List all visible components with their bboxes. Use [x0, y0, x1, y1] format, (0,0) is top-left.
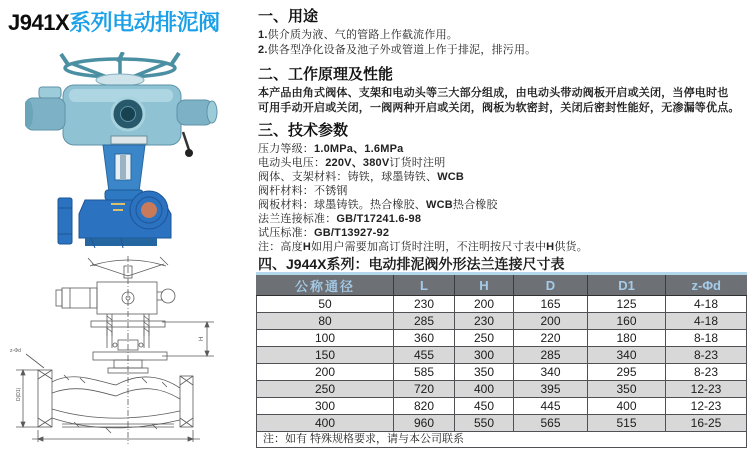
dimension-table	[256, 272, 747, 448]
table-cell: 550	[455, 415, 514, 432]
text-line: 本产品由角式阀体、支架和电动头等三大部分组成，由电动头带动阀板开启或关闭，当停电时也	[258, 87, 729, 99]
column-header: D1	[588, 274, 666, 296]
table-cell: 565	[514, 415, 588, 432]
table-row	[257, 347, 747, 364]
table-cell: 300	[455, 347, 514, 364]
page-title	[8, 6, 220, 37]
table-cell: 250	[257, 381, 394, 398]
column-header: 公称通径	[257, 274, 394, 296]
table-cell: 230	[394, 296, 455, 313]
table-cell: 8-23	[666, 364, 747, 381]
table-cell: 360	[394, 330, 455, 347]
valve-product-photo	[25, 52, 230, 254]
table-cell: 8-18	[666, 330, 747, 347]
section-principle-body	[258, 86, 740, 116]
text-line: 阀板材料：球墨铸铁。热合橡胶、WCB热合橡胶	[258, 199, 498, 211]
table-cell: 400	[257, 415, 394, 432]
dimension-table-heading: 四、J944X系列：电动排泥阀外形法兰连接尺寸表	[258, 256, 565, 272]
table-cell: 445	[514, 398, 588, 415]
dimension-table-header-row	[257, 274, 747, 296]
table-cell: 585	[394, 364, 455, 381]
section-principle-heading: 二、工作原理及性能	[258, 66, 394, 83]
table-cell: 50	[257, 296, 394, 313]
text-line: 电动头电压：220V、380V订货时注明	[258, 157, 446, 169]
table-cell: 200	[455, 296, 514, 313]
table-cell: 8-23	[666, 347, 747, 364]
table-cell: 285	[394, 313, 455, 330]
table-cell: 80	[257, 313, 394, 330]
table-row	[257, 398, 747, 415]
table-row	[257, 296, 747, 313]
section-parameters-heading: 三、技术参数	[258, 122, 349, 139]
drawing-label-diameter: D(D1)	[16, 387, 22, 401]
text-line: 2.供各型净化设备及池子外或管道上作于排泥，排污用。	[258, 44, 537, 56]
table-cell: 100	[257, 330, 394, 347]
section-principle	[258, 66, 740, 116]
model-code: J941X	[8, 10, 70, 35]
table-cell: 250	[455, 330, 514, 347]
table-cell: 340	[514, 364, 588, 381]
table-cell: 150	[257, 347, 394, 364]
table-cell: 4-18	[666, 313, 747, 330]
table-cell: 220	[514, 330, 588, 347]
table-cell: 395	[514, 381, 588, 398]
text-line: 压力等级：1.0MPa、1.6MPa	[258, 143, 404, 155]
text-line: 阀体、支架材料：铸铁，球墨铸铁、WCB	[258, 171, 465, 183]
table-cell: 200	[514, 313, 588, 330]
table-cell: 720	[394, 381, 455, 398]
table-cell: 455	[394, 347, 455, 364]
table-cell: 450	[455, 398, 514, 415]
table-cell: 400	[455, 381, 514, 398]
column-header: H	[455, 274, 514, 296]
text-line: 1.供介质为液、气的管路上作截流作用。	[258, 29, 458, 41]
table-row	[257, 364, 747, 381]
section-parameters-body	[258, 142, 588, 254]
table-row	[257, 415, 747, 432]
valve-dimension-drawing	[2, 252, 242, 450]
column-header: L	[394, 274, 455, 296]
drawing-label-height: H	[199, 336, 205, 341]
dimension-table-wrap	[256, 272, 746, 448]
table-cell: 12-23	[666, 398, 747, 415]
table-cell: 340	[588, 347, 666, 364]
table-note: 注：如有 特殊规格要求，请与本公司联系	[257, 432, 747, 448]
column-header: z-Φd	[666, 274, 747, 296]
table-cell: 16-25	[666, 415, 747, 432]
table-row	[257, 313, 747, 330]
table-cell: 820	[394, 398, 455, 415]
table-cell: 295	[588, 364, 666, 381]
table-cell: 350	[588, 381, 666, 398]
table-cell: 160	[588, 313, 666, 330]
section-usage-heading: 一、用途	[258, 8, 319, 25]
table-cell: 400	[588, 398, 666, 415]
table-cell: 960	[394, 415, 455, 432]
drawing-label-holes: z-Φd	[10, 348, 21, 354]
section-usage	[258, 8, 536, 58]
table-cell: 285	[514, 347, 588, 364]
table-cell: 300	[257, 398, 394, 415]
table-row	[257, 330, 747, 347]
text-line: 注：高度H如用户需要加高订货时注明，不注明按尺寸表中H供货。	[258, 241, 588, 253]
text-line: 试压标准：GB/T13927-92	[258, 227, 390, 239]
table-cell: 515	[588, 415, 666, 432]
table-cell: 350	[455, 364, 514, 381]
table-cell: 180	[588, 330, 666, 347]
series-name: 系列电动排泥阀	[69, 10, 220, 35]
text-line: 法兰连接标准：GB/T17241.6-98	[258, 213, 422, 225]
text-line: 阀杆材料：不锈钢	[258, 185, 348, 197]
column-header: D	[514, 274, 588, 296]
table-cell: 12-23	[666, 381, 747, 398]
content-column	[256, 0, 748, 452]
text-line: 可用手动开启或关闭，一阀两种开启或关闭，阀板为软密封，关闭后密封性能好，无渗漏等优点。	[258, 102, 740, 114]
table-note-row	[257, 432, 747, 448]
table-cell: 200	[257, 364, 394, 381]
table-cell: 230	[455, 313, 514, 330]
table-cell: 125	[588, 296, 666, 313]
table-cell: 165	[514, 296, 588, 313]
table-cell: 4-18	[666, 296, 747, 313]
section-usage-body	[258, 28, 536, 58]
section-parameters	[258, 122, 588, 254]
table-row	[257, 381, 747, 398]
